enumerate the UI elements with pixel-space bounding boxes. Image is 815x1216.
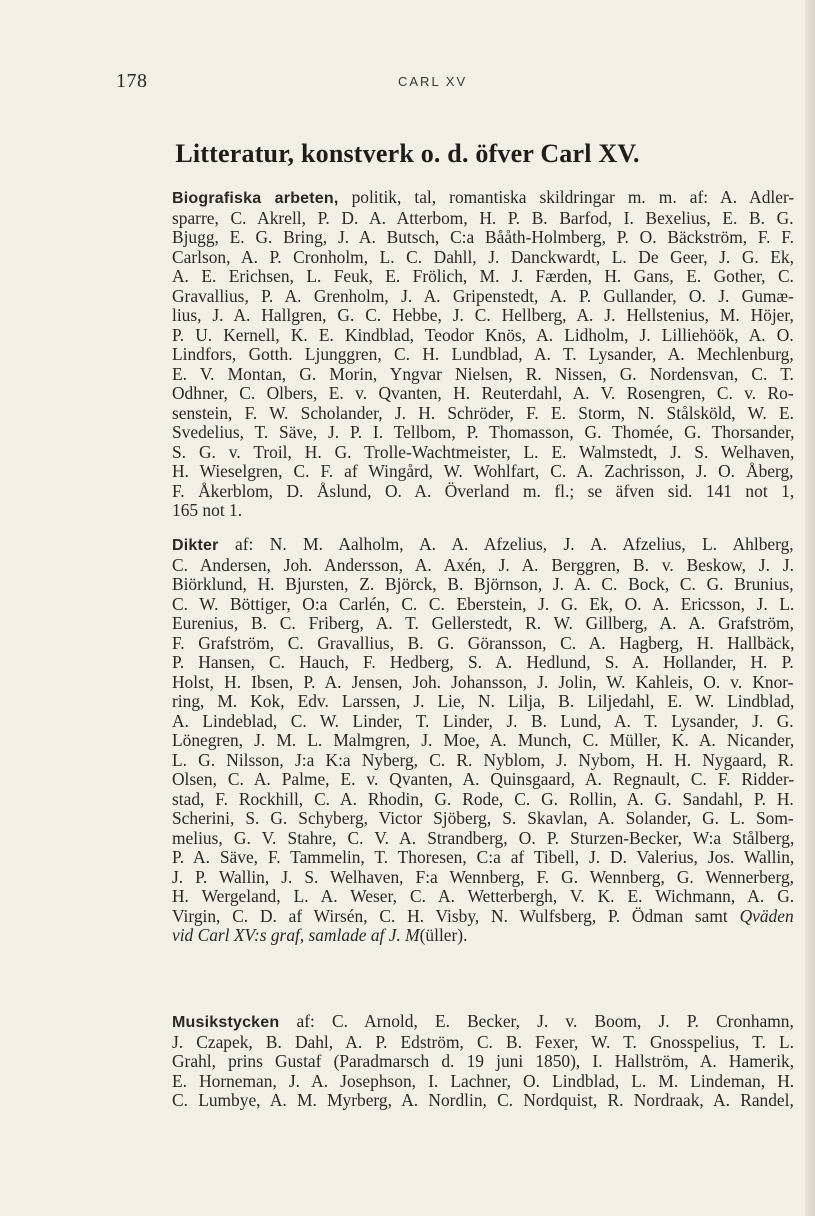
text-line: S. G. v. Troil, H. G. Trolle-Wachtmeister, L. E. Walmstedt, J. S. Welhaven, xyxy=(172,441,795,462)
text-line: Grahl, prins Gustaf (Paradmarsch d. 19 juni 1850), I. Hallström, A. Hamerik, xyxy=(172,1051,795,1071)
text-line: Biörklund, H. Bjursten, Z. Björck, B. Björnson, J. A. C. Bock, C. G. Brunius, xyxy=(172,574,794,594)
section-lead: Musikstycken xyxy=(172,1014,280,1031)
text-line: H. Wergeland, L. A. Weser, C. A. Wetterbergh, V. K. E. Wichmann, A. G. xyxy=(172,886,795,906)
page-number: 178 xyxy=(116,70,148,92)
text-line: Olsen, C. A. Palme, E. v. Qvanten, A. Quinsgaard, A. Regnault, C. F. Ridder- xyxy=(172,769,795,789)
text-line: stad, F. Rockhill, C. A. Rhodin, G. Rode, C. G. Rollin, A. G. Sandahl, P. H. xyxy=(172,788,794,809)
text-line: Eurenius, B. C. Friberg, A. T. Gellerstedt, R. W. Gillberg, A. A. Grafström, xyxy=(172,613,794,633)
text-line: melius, G. V. Stahre, C. V. A. Strandberg, O. P. Sturzen-Becker, W:a Stålberg, xyxy=(172,827,795,848)
text-line: Odhner, C. Olbers, E. v. Qvanten, H. Reuterdahl, A. V. Rosengren, C. v. Ro- xyxy=(172,383,794,403)
text-line: E. V. Montan, G. Morin, Yngvar Nielsen, R. Nissen, G. Nordensvan, C. T. xyxy=(172,363,794,384)
text-line: Gravallius, P. A. Grenholm, J. A. Gripenstedt, A. P. Gullander, O. J. Gumæ- xyxy=(172,285,794,306)
section-lead: Dikter xyxy=(172,537,219,554)
text-line: Scherini, S. G. Schyberg, Victor Sjöberg, S. Skavlan, A. Solander, G. L. Som- xyxy=(172,808,794,828)
italic-title: vid Carl XV:s graf, samlade af J. M xyxy=(172,925,420,945)
text-line: C. W. Böttiger, O:a Carlén, C. C. Eberstein, J. G. Ek, O. A. Ericsson, J. L. xyxy=(172,593,795,614)
text-line: lius, J. A. Hallgren, G. C. Hebbe, J. C. Hellberg, A. J. Hellstenius, M. Höjer, xyxy=(172,305,794,325)
text-line: P. A. Säve, F. Tammelin, T. Thoresen, C:a af Tibell, J. D. Valerius, Jos. Wallin, xyxy=(172,847,795,867)
text-line: vid Carl XV:s graf, samlade af J. M(üller). xyxy=(172,925,468,945)
section-lead: Biografiska arbeten, xyxy=(172,190,339,207)
text-line: senstein, F. W. Scholander, J. H. Schröder, F. E. Storm, N. Stålsköld, W. E. xyxy=(172,402,794,423)
text-line: Lönegren, J. M. L. Malmgren, J. Moe, A. Munch, C. Müller, K. A. Nicander, xyxy=(172,730,795,750)
text-line: Virgin, C. D. af Wirsén, C. H. Visby, N. Wulfsberg, P. Ödman samt Qväden xyxy=(172,905,794,926)
text-line: F. Grafström, C. Gravallius, B. G. Göransson, C. A. Hagberg, H. Hallbäck, xyxy=(172,632,795,653)
text-line: L. G. Nilsson, J:a K:a Nyberg, C. R. Nyblom, J. Nybom, H. H. Nygaard, R. xyxy=(172,749,794,770)
text-line: Lindfors, Gotth. Ljunggren, C. H. Lundblad, A. T. Lysander, A. Mechlenburg, xyxy=(172,344,794,364)
text-line: Biografiska arbeten, politik, tal, romantiska skildringar m. m. af: A. Adler- xyxy=(172,187,795,207)
text-line: J. P. Wallin, J. S. Welhaven, F:a Wennberg, F. G. Wennberg, G. Wennerberg, xyxy=(172,866,795,887)
text-line: Musikstycken af: C. Arnold, E. Becker, J. v. Boom, J. P. Cronhamn, xyxy=(172,1011,794,1031)
section-musik xyxy=(172,1012,794,1111)
text-line: A. Lindeblad, C. W. Linder, T. Linder, J. B. Lund, A. T. Lysander, J. G. xyxy=(172,710,794,731)
page-title: Litteratur, konstverk o. d. öfver Carl XV. xyxy=(175,139,640,168)
page-header xyxy=(116,70,716,100)
text-line: H. Wieselgren, C. F. af Wingård, W. Wohlfart, C. A. Zachrisson, J. O. Åberg, xyxy=(172,461,794,481)
text-line: C. Andersen, Joh. Andersson, A. Axén, J. A. Berggren, B. v. Beskow, J. J. xyxy=(172,554,794,575)
text-line: J. Czapek, B. Dahl, A. P. Edström, C. B. Fexer, W. T. Gnosspelius, T. L. xyxy=(172,1031,794,1052)
text-line: C. Lumbye, A. M. Myrberg, A. Nordlin, C. Nordquist, R. Nordraak, A. Randel, xyxy=(172,1090,794,1110)
text-line: F. Åkerblom, D. Åslund, O. A. Överland m. fl.; se äfven sid. 141 not 1, xyxy=(172,480,795,501)
text-line: Holst, H. Ibsen, P. A. Jensen, Joh. Johansson, J. Jolin, W. Kahleis, O. v. Knor- xyxy=(172,671,794,692)
section-dikter xyxy=(172,535,794,946)
text-line: ring, M. Kok, Edv. Larssen, J. Lie, N. Lilja, B. Liljedahl, E. W. Lindblad, xyxy=(172,691,795,711)
page-edge xyxy=(805,0,815,1216)
text-line: 165 not 1. xyxy=(172,500,243,520)
text-line: P. Hansen, C. Hauch, F. Hedberg, S. A. Hedlund, S. A. Hollander, H. P. xyxy=(172,652,794,672)
text-line: sparre, C. Akrell, P. D. A. Atterbom, H. P. B. Barfod, I. Bexelius, E. B. G. xyxy=(172,207,794,228)
text-line: A. E. Erichsen, L. Feuk, E. Frölich, M. J. Færden, H. Gans, E. Gother, C. xyxy=(172,266,794,286)
text-line: Dikter af: N. M. Aalholm, A. A. Afzelius, J. A. Afzelius, L. Ahlberg, xyxy=(172,534,794,554)
text-line: E. Horneman, J. A. Josephson, I. Lachner, O. Lindblad, L. M. Lindeman, H. xyxy=(172,1070,795,1091)
text-line: P. U. Kernell, K. E. Kindblad, Teodor Knös, A. Lidholm, J. Lilliehöök, A. O. xyxy=(172,324,794,345)
running-head: CARL XV xyxy=(398,74,468,89)
section-biografiska xyxy=(172,188,794,521)
text-line: Svedelius, T. Säve, J. P. I. Tellbom, P. Thomasson, G. Thomée, G. Thorsander, xyxy=(172,422,795,442)
text-line: Carlson, A. P. Cronholm, L. C. Dahll, J. Danckwardt, L. De Geer, J. G. Ek, xyxy=(172,246,794,267)
text-line: Bjugg, E. G. Bring, J. A. Butsch, C:a Bååth-Holmberg, P. O. Bäckström, F. F. xyxy=(172,227,794,247)
italic-title: Qväden xyxy=(739,905,794,926)
